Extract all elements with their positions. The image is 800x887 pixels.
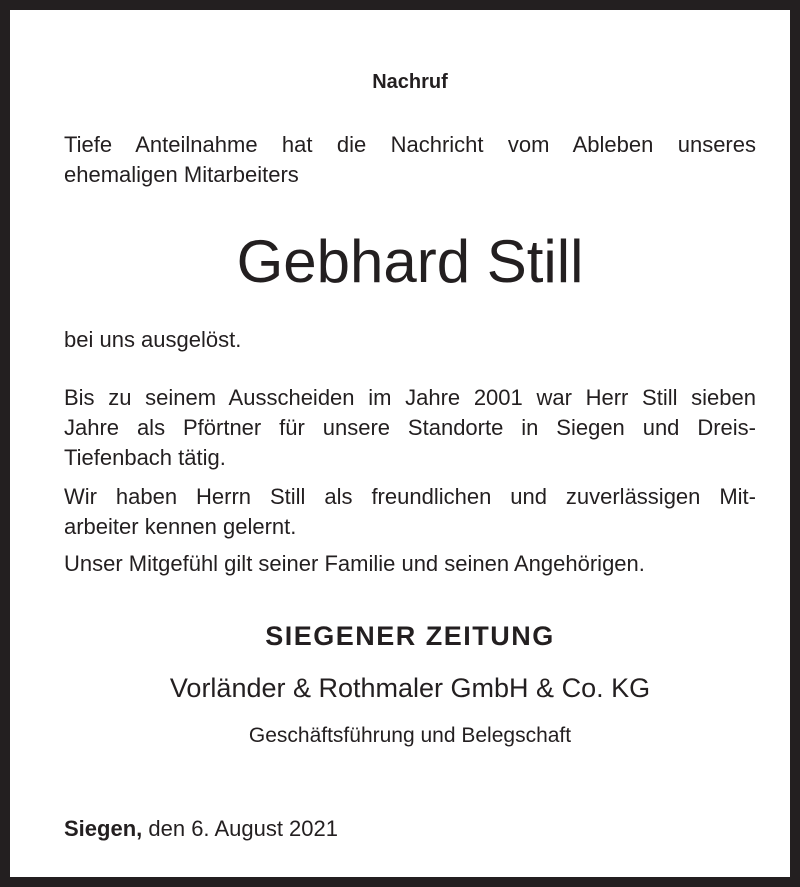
dateline-date: den 6. August 2021 [148,816,338,841]
after-name-line: bei uns ausgelöst. [64,327,242,352]
service-line: Tiefenbach tätig. [64,445,226,470]
sympathy-paragraph [64,549,756,579]
service-paragraph [64,383,756,473]
notice-heading: Nachruf [372,71,448,93]
intro-line: ehemaligen Mitarbeiters [64,162,299,187]
character-paragraph [64,482,756,542]
after-name-text [64,325,756,355]
deceased-name: Gebhard Still [236,228,584,295]
service-line: Bis zu seinem Ausscheiden im Jahre 2001 war Herr Still sieben [64,385,756,410]
organization-name: SIEGENER ZEITUNG [265,621,555,651]
intro-paragraph [64,130,756,190]
service-line: Jahre als Pförtner für unsere Standorte in Siegen und Dreis- [64,415,756,440]
dateline-place: Siegen, [64,816,143,841]
character-line: arbeiter kennen gelernt. [64,514,297,539]
character-line: Wir haben Herrn Still als freundlichen und zuverlässigen Mit- [64,484,756,509]
signatories: Geschäftsführung und Belegschaft [248,724,572,747]
intro-line: Tiefe Anteilnahme hat die Nachricht vom Ableben unseres [64,132,756,157]
company-name: Vorländer & Rothmaler GmbH & Co. KG [169,673,651,703]
sympathy-line: Unser Mitgefühl gilt seiner Familie und seinen Angehörigen. [64,551,645,576]
dateline [64,814,338,844]
